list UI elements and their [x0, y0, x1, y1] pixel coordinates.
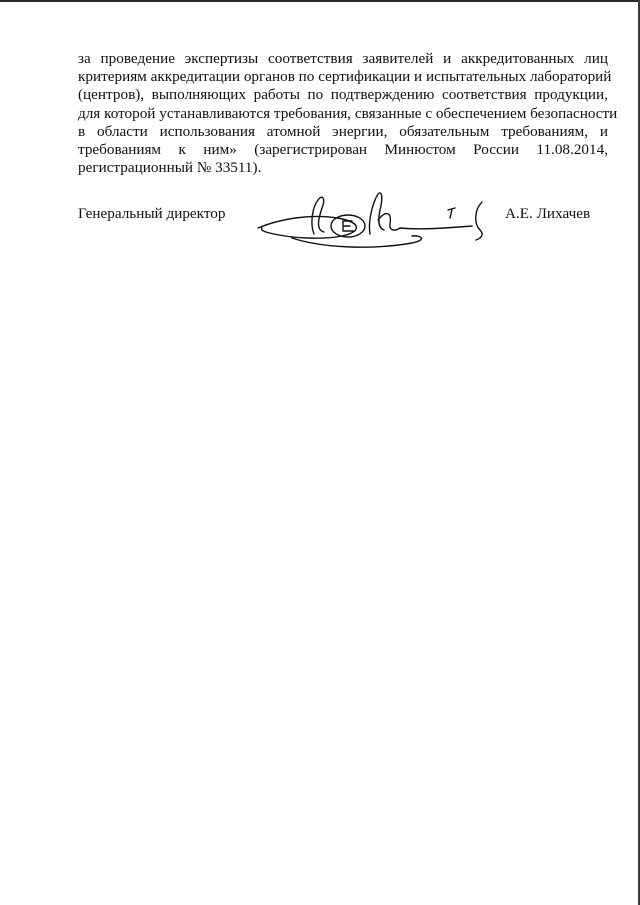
signatory-title: Генеральный директор [78, 205, 226, 222]
paragraph-line: требованиям к ним» (зарегистрирован Минюстом России 11.08.2014, [78, 141, 608, 159]
scan-edge-top [0, 0, 640, 2]
paragraph-line: регистрационный № 33511). [78, 159, 262, 177]
document-body-paragraph [78, 50, 618, 177]
signatory-name: А.Е. Лихачев [505, 205, 591, 222]
paragraph-line: в области использования атомной энергии, обязательным требованиям, и [78, 122, 608, 140]
paragraph-line: за проведение экспертизы соответствия заявителей и аккредитованных лиц [78, 50, 608, 67]
paragraph-line: (центров), выполняющих работы по подтверждению соответствия продукции, [78, 86, 608, 104]
handwritten-signature [252, 188, 497, 258]
paragraph-line: критериям аккредитации органов по сертификации и испытательных лабораторий [78, 68, 612, 86]
paragraph-line: для которой устанавливаются требования, связанные с обеспечением безопасности [78, 104, 618, 122]
